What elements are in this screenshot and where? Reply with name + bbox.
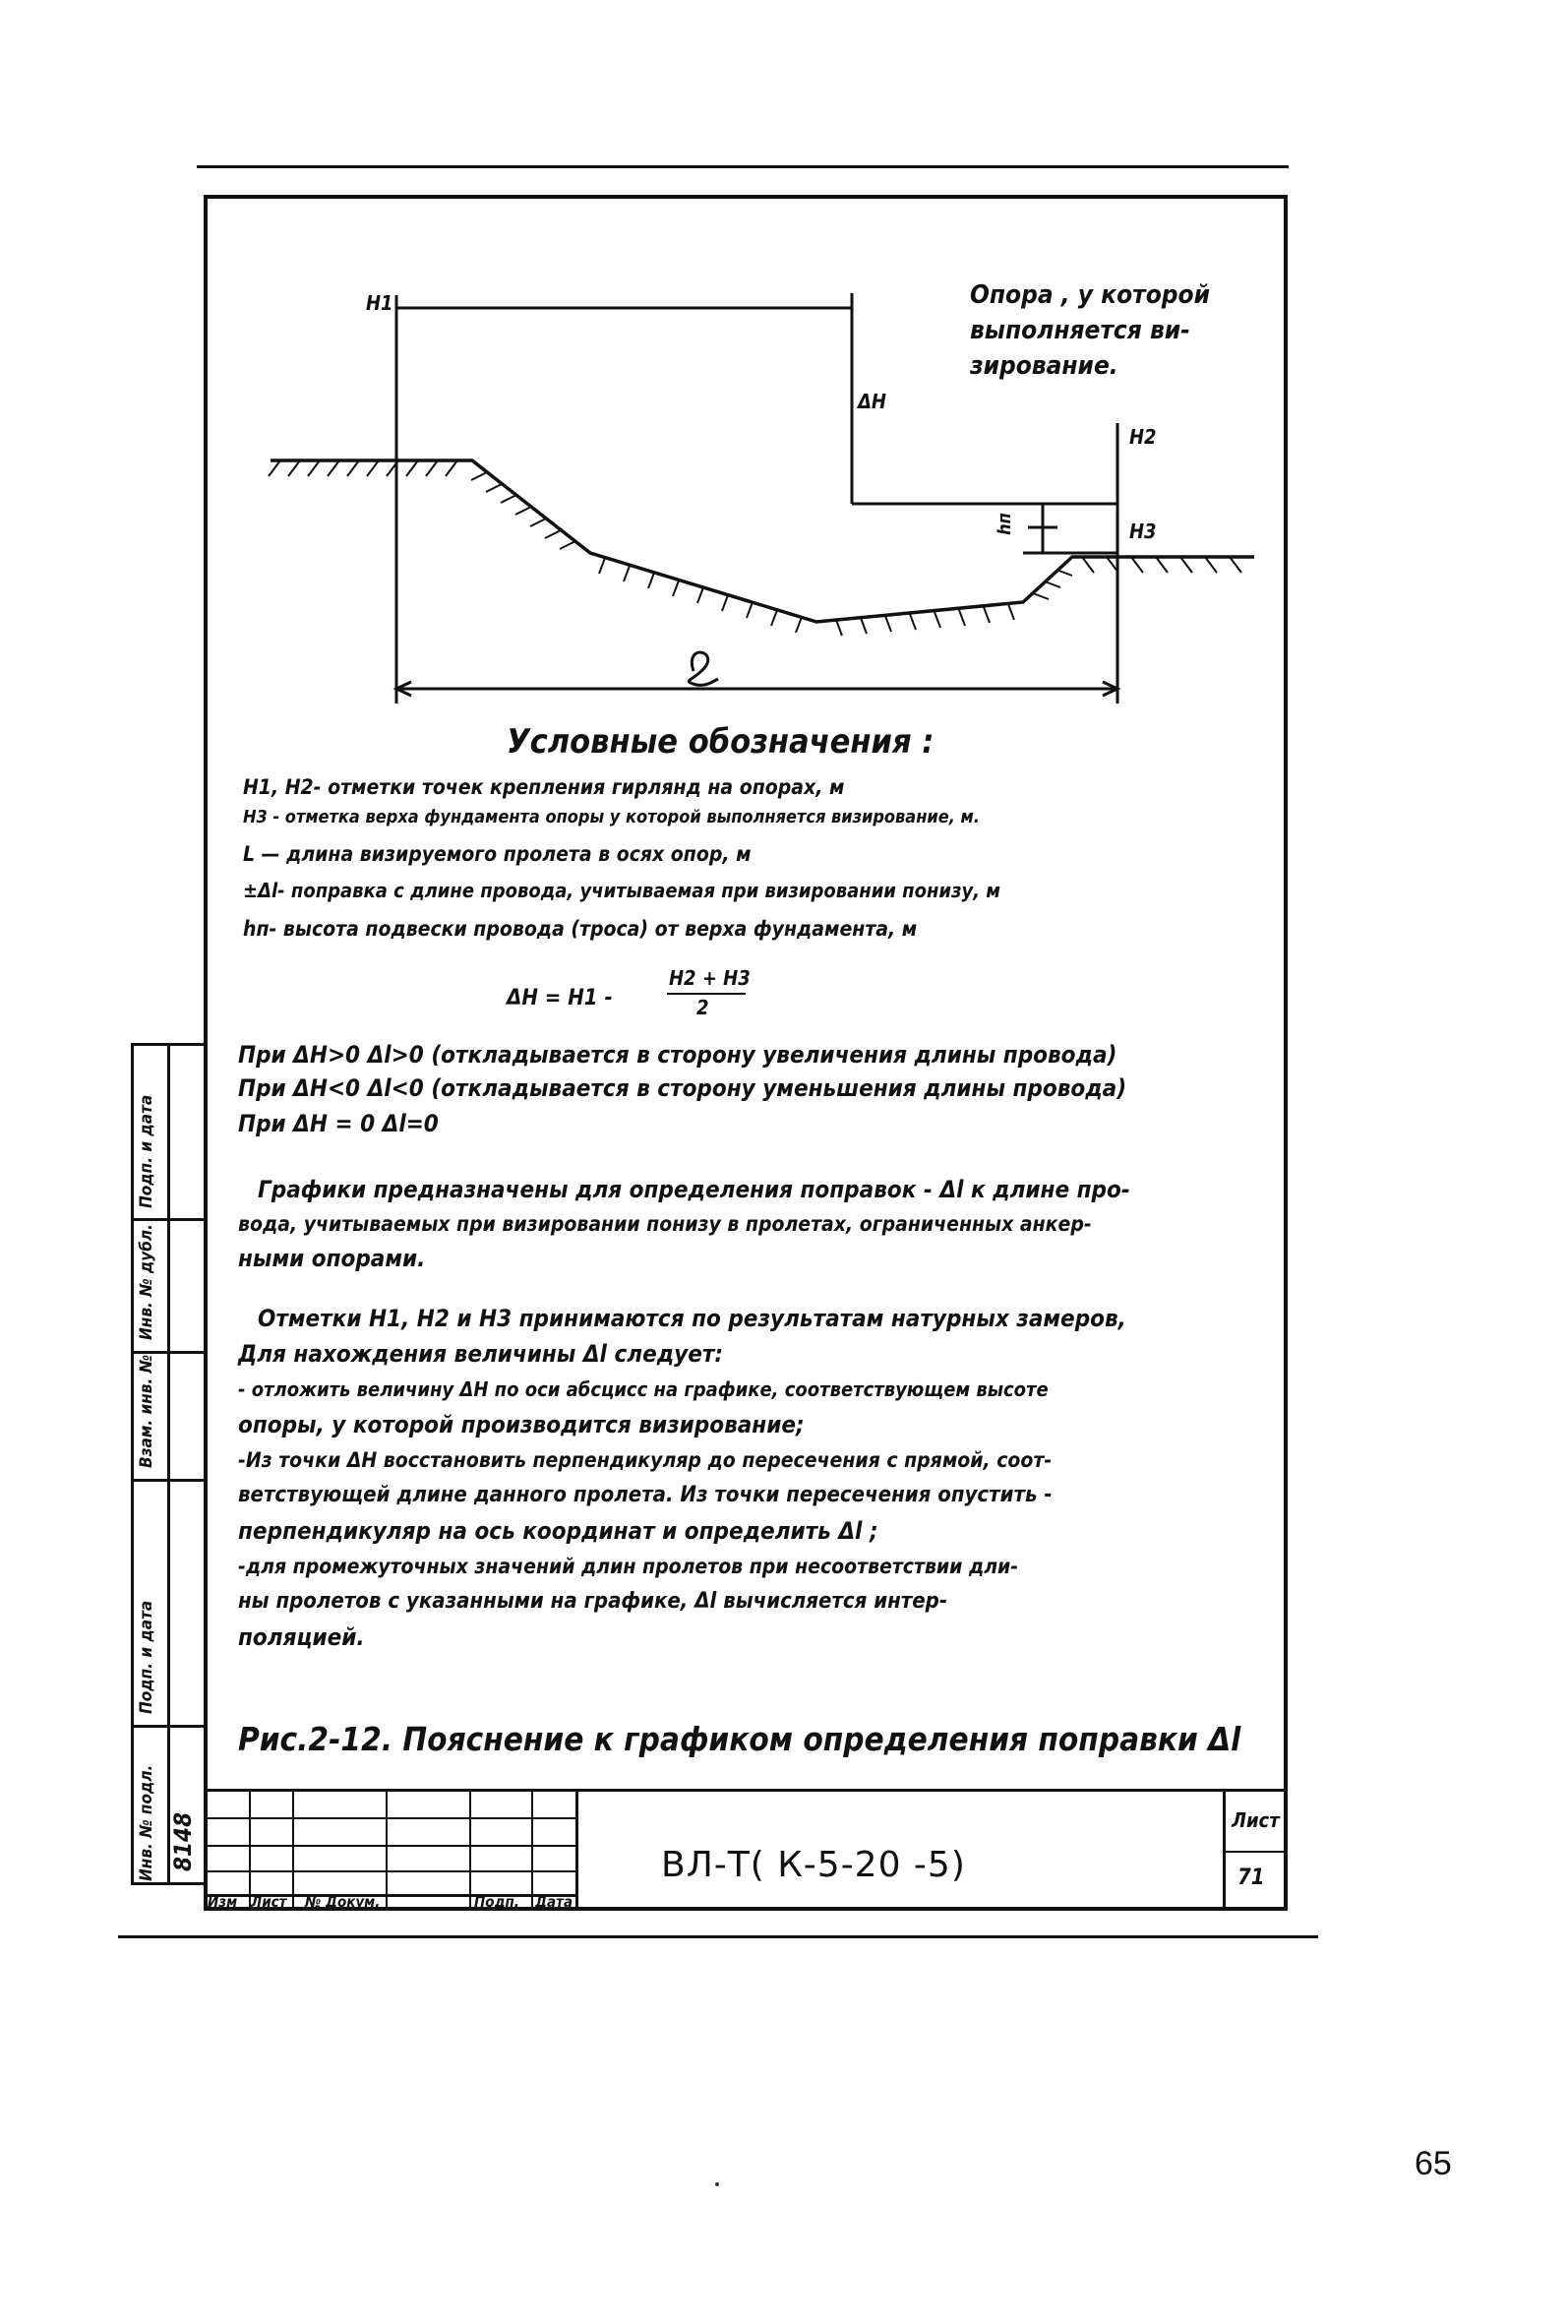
tb-col-sign: Подп. [474,1893,519,1911]
paragraph-line: ветствующей длине данного пролета. Из точки пересечения опустить - [238,1483,1053,1507]
paragraph-line: -для промежуточных значений длин пролетов при несоответствии дли- [238,1555,1019,1578]
paragraph-line: Отметки H1, H2 и H3 принимаются по результатам натурных замеров, [258,1305,1126,1332]
side-stamp-label: Инв. № подл. [137,1764,156,1881]
speck [715,2182,719,2186]
paragraph-line: ными опорами. [238,1245,426,1272]
legend-item: L — длина визируемого пролета в осях опор, м [243,842,752,866]
figure-caption: Рис.2-12. Пояснение к графиком определения поправки Δl [238,1720,1241,1758]
sheet-label: Лист [1232,1808,1280,1832]
label-h1: H1 [366,291,393,315]
legend-item: H3 - отметка верха фундамента опоры у которой выполняется визирование, м. [243,807,980,827]
formula-bar [667,993,746,995]
paragraph-line: Графики предназначены для определения поправок - Δl к длине про- [258,1176,1130,1203]
sheet-number: 71 [1237,1865,1265,1890]
label-hp: hп [994,513,1015,535]
formula-lhs: ΔH = H1 - [507,986,613,1010]
paragraph-procedure [238,1301,1251,1655]
span-symbol [689,652,718,685]
paragraph-line: Для нахождения величины Δl следует: [238,1340,724,1368]
legend-item: ±Δl- поправка с длине провода, учитываемая при визировании понизу, м [243,879,1000,902]
support-note [970,277,1210,384]
page-number: 65 [1415,2145,1452,2182]
legend-item: H1, H2- отметки точек крепления гирлянд на опорах, м [243,775,845,799]
paragraph-line: вода, учитываемых при визировании понизу в пролетах, ограниченных анкер- [238,1212,1092,1236]
support-note-line: зирование. [970,351,1118,381]
paragraph-line: опоры, у которой производится визирование; [238,1411,805,1438]
formula-numerator: H2 + H3 [669,966,751,990]
legend-item: hп- высота подвески провода (троса) от верха фундамента, м [243,917,918,941]
ground-profile [271,460,1254,622]
label-delta-h: ΔH [858,390,886,413]
document-designation: ВЛ-Т( К-5-20 -5) [661,1845,966,1885]
label-h3: H3 [1129,520,1157,543]
side-stamp-label: Инв. № дубл. [137,1224,156,1340]
paragraph-line: поляцией. [238,1623,365,1651]
label-h2: H2 [1129,425,1157,449]
condition-line: При ΔH<0 Δl<0 (откладывается в сторону уменьшения длины провода) [238,1074,1127,1102]
side-stamp-label: Взам. инв. № [137,1355,156,1468]
support-note-line: выполняется ви- [970,316,1190,345]
paragraph-line: перпендикуляр на ось координат и определить Δl ; [238,1517,878,1545]
side-stamp-label: Подп. и дата [137,1600,156,1714]
paragraph-purpose [238,1173,1251,1276]
paragraph-line: ны пролетов с указанными на графике, Δl вычисляется интер- [238,1589,948,1614]
side-stamp-label: Подп. и дата [137,1094,156,1208]
tb-col-doc: № Докум. [305,1893,381,1911]
support-note-line: Опора , у которой [970,280,1210,310]
legend-title: Условные обозначения : [507,722,935,762]
paragraph-line: - отложить величину ΔH по оси абсцисс на графике, соответствующем высоте [238,1377,1049,1401]
label-span [726,649,739,674]
condition-line: При ΔH = 0 Δl=0 [238,1110,439,1137]
inventory-number: 8148 [169,1811,197,1871]
tb-col-date: Дата [535,1893,573,1911]
condition-line: При ΔH>0 Δl>0 (откладывается в сторону увеличения длины провода) [238,1041,1117,1069]
tb-col-list: Лист [251,1893,287,1911]
paragraph-line: -Из точки ΔH восстановить перпендикуляр до пересечения с прямой, соот- [238,1448,1053,1472]
tb-col-izm: Изм [208,1893,238,1911]
formula-denominator: 2 [696,996,709,1019]
